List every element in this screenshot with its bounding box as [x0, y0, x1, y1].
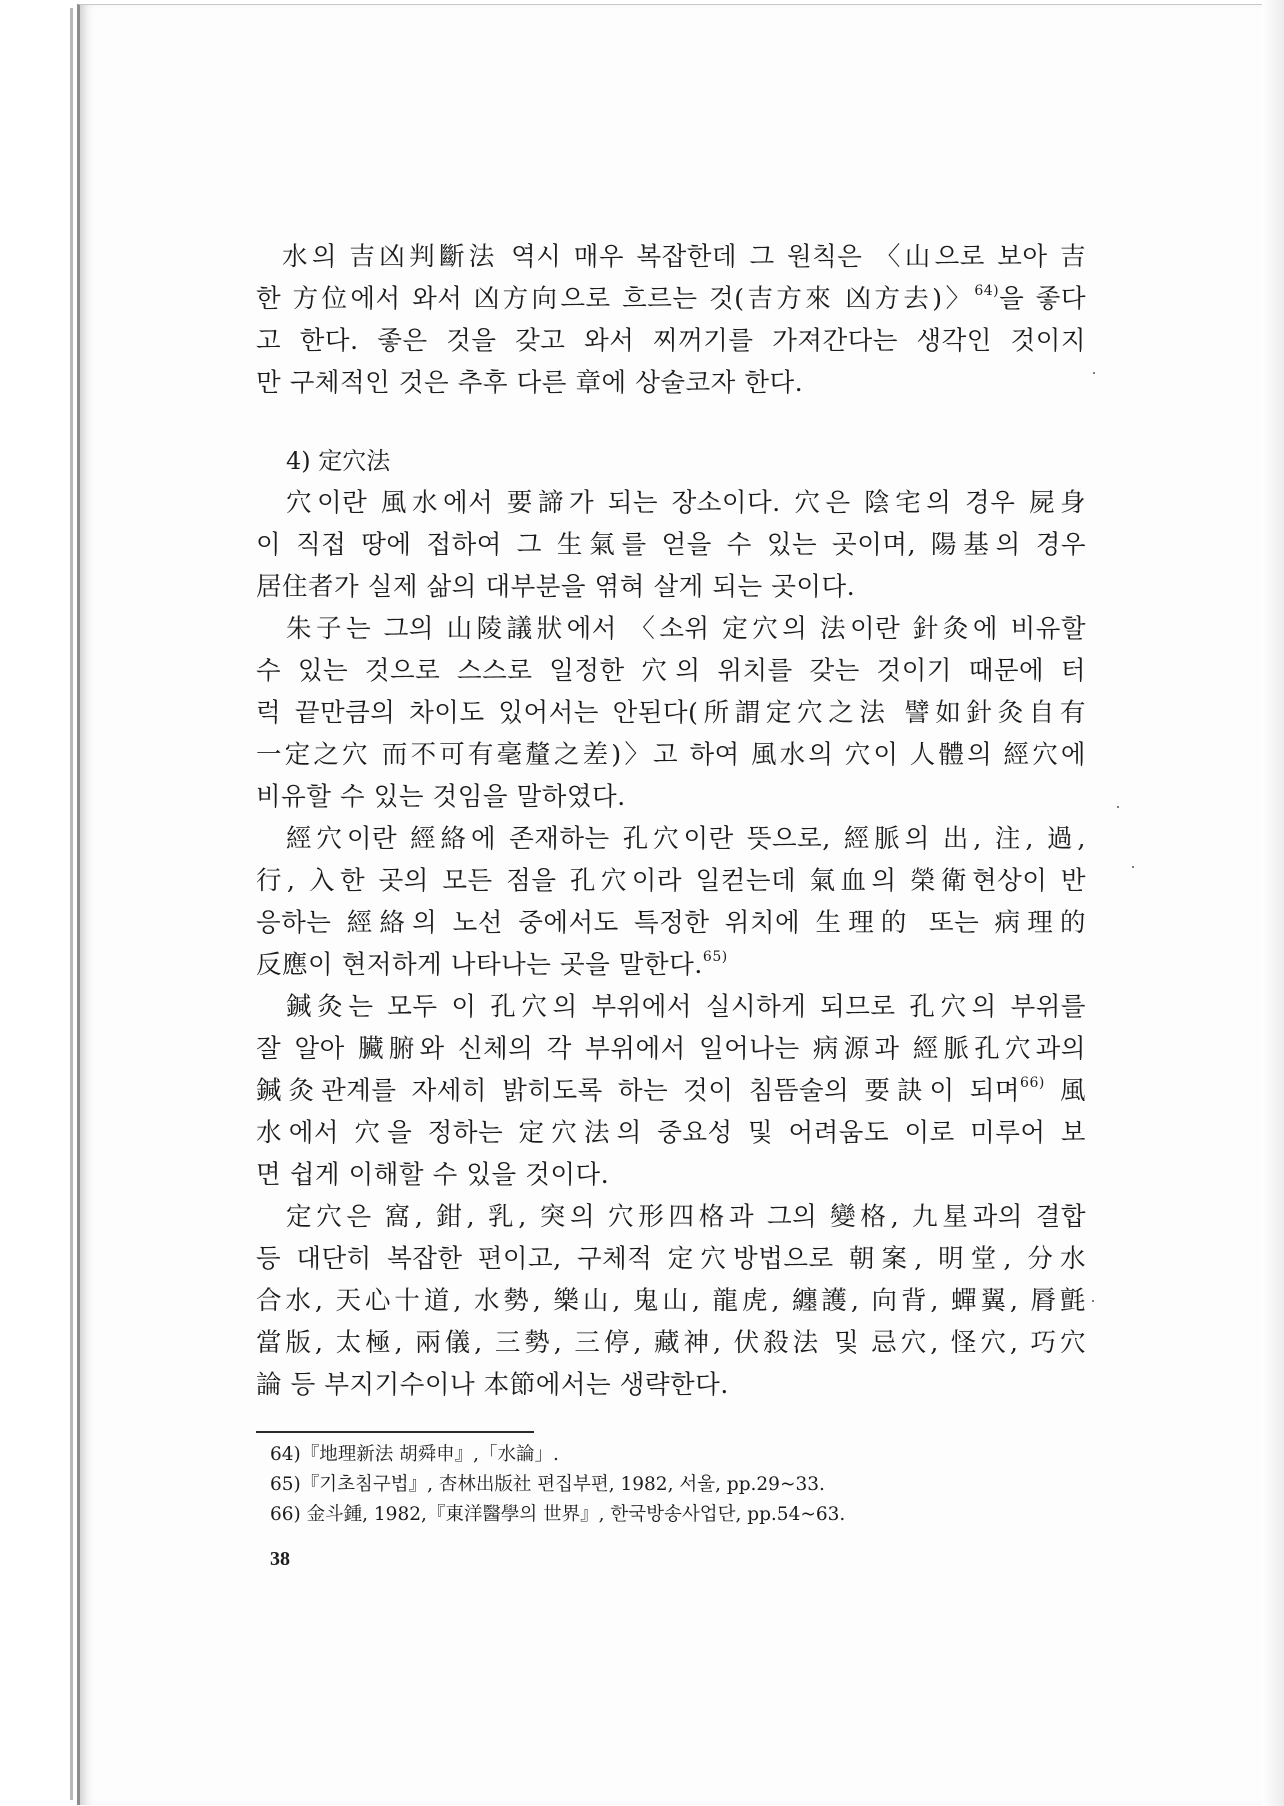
- text-line: 反應이 현저하게 나타나는 곳을 말한다.$^{65)}$: [256, 949, 728, 980]
- scan-speck: [1092, 1300, 1094, 1302]
- text-line: 鍼灸는 모두 이 孔穴의 부위에서 실시하게 되므로 孔穴의 부위를: [286, 992, 1086, 1022]
- scan-speck: [1132, 866, 1134, 868]
- footnotes: [270, 1440, 1090, 1530]
- footnote-ref: 65): [702, 949, 728, 965]
- page-number: 38: [270, 1548, 290, 1570]
- footnote: 64)『地理新法 胡舜申』,「水論」.: [270, 1444, 559, 1465]
- text-line: 合水, 天心十道, 水勢, 樂山, 鬼山, 龍虎, 纏護, 向背, 蟬翼, 脣氈: [256, 1286, 1086, 1316]
- text-line: 水의 吉凶判斷法 역시 매우 복잡한데 그 원칙은 〈山으로 보아 吉: [282, 242, 1086, 272]
- text-line: 經穴이란 經絡에 존재하는 孔穴이란 뜻으로, 經脈의 出, 注, 過,: [286, 824, 1086, 854]
- text-line: 비유할 수 있는 것임을 말하였다.: [256, 782, 626, 812]
- footnote-divider: [256, 1431, 534, 1433]
- text-line: 잘 알아 臟腑와 신체의 각 부위에서 일어나는 病源과 經脈孔穴과의: [256, 1034, 1086, 1064]
- text-line: 穴이란 風水에서 要諦가 되는 장소이다. 穴은 陰宅의 경우 屍身: [286, 488, 1086, 518]
- text-line: 朱子는 그의 山陵議狀에서 〈소위 定穴의 法이란 針灸에 비유할: [286, 614, 1086, 644]
- text-line: 고 한다. 좋은 것을 갖고 와서 찌꺼기를 가져간다는 생각인 것이지: [256, 326, 1086, 356]
- text-line: 鍼灸관계를 자세히 밝히도록 하는 것이 침뜸술의 要訣이 되며$^{66)}$ 風: [256, 1075, 1086, 1106]
- footnote: 65)『기초침구법』, 杏林出版社 편집부편, 1982, 서울, pp.29~33.: [270, 1474, 825, 1495]
- text-line: 居住者가 실제 삶의 대부분을 엮혀 살게 되는 곳이다.: [256, 572, 856, 602]
- body-text: [256, 236, 1086, 1406]
- footnote-ref: 66): [1020, 1075, 1045, 1091]
- text-line: 면 쉽게 이해할 수 있을 것이다.: [256, 1160, 610, 1190]
- text-line: 한 方位에서 와서 凶方向으로 흐르는 것(吉方來 凶方去)〉$^{64)}$을 좋다: [256, 283, 1086, 314]
- footnote: 66) 金斗鍾, 1982,『東洋醫學의 世界』, 한국방송사업단, pp.54~63.: [270, 1504, 846, 1525]
- text-line: 定穴은 窩, 鉗, 乳, 突의 穴形四格과 그의 變格, 九星과의 결합: [286, 1202, 1086, 1232]
- page-edge: [70, 8, 73, 1800]
- text-line: 一定之穴 而不可有毫釐之差)〉고 하여 風水의 穴이 人體의 經穴에: [256, 740, 1086, 770]
- scan-speck: [1117, 806, 1119, 808]
- text-line: 이 직접 땅에 접하여 그 生氣를 얻을 수 있는 곳이며, 陽基의 경우: [256, 530, 1086, 560]
- text-line: 등 대단히 복잡한 편이고, 구체적 定穴방법으로 朝案, 明堂, 分水: [256, 1244, 1086, 1274]
- text-line: 水에서 穴을 정하는 定穴法의 중요성 및 어려움도 이로 미루어 보: [256, 1118, 1086, 1148]
- text-line: 수 있는 것으로 스스로 일정한 穴의 위치를 갖는 것이기 때문에 터: [256, 656, 1086, 686]
- text-line: 當版, 太極, 兩儀, 三勢, 三停, 藏神, 伏殺法 및 忌穴, 怪穴, 巧穴: [256, 1328, 1086, 1358]
- text-line: 럭 끝만큼의 차이도 있어서는 안된다(所謂定穴之法 譬如針灸自有: [256, 698, 1086, 728]
- scan-speck: [1093, 372, 1095, 374]
- section-heading: 4) 定穴法: [286, 447, 391, 475]
- page-shadow: [1262, 0, 1284, 1806]
- footnote-ref: 64): [974, 283, 1000, 299]
- text-line: 만 구체적인 것은 추후 다른 章에 상술코자 한다.: [256, 368, 804, 398]
- text-line: 行, 入한 곳의 모든 점을 孔穴이라 일컫는데 氣血의 榮衛현상이 반: [256, 866, 1086, 896]
- text-line: 論 등 부지기수이나 本節에서는 생략한다.: [256, 1370, 729, 1400]
- text-line: 응하는 經絡의 노선 중에서도 특정한 위치에 生理的 또는 病理的: [256, 908, 1086, 938]
